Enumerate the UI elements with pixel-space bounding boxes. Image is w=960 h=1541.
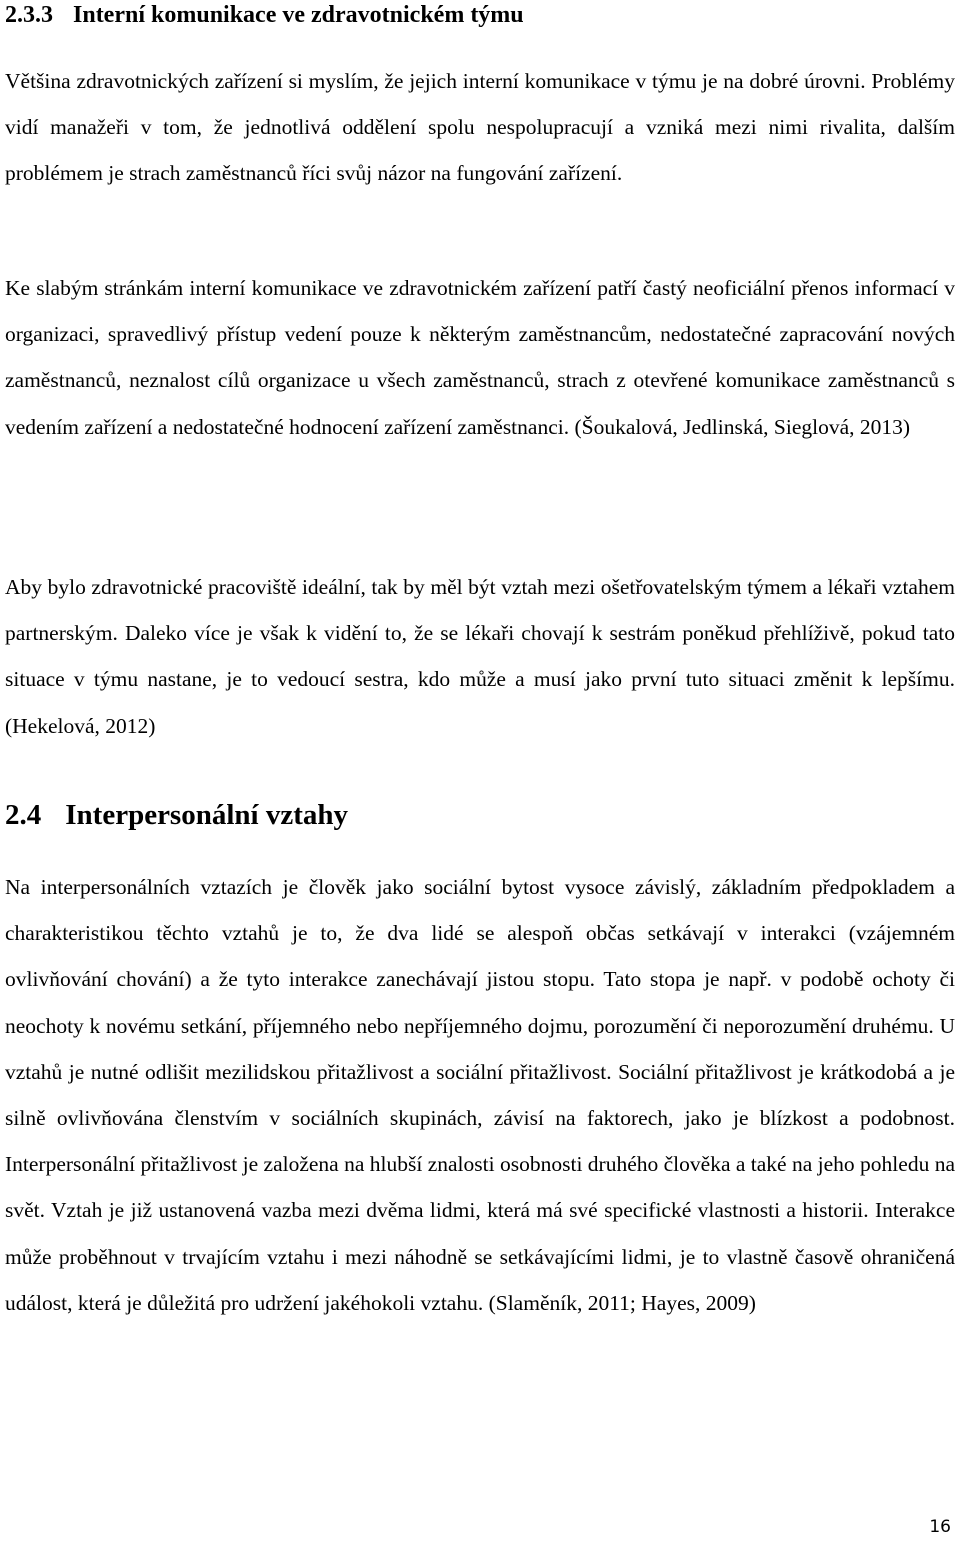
paragraph: Na interpersonálních vztazích je člověk jako sociální bytost vysoce závislý, základním předpokladem a charakteristikou těchto vztahů je to, že dva lidé se alespoň občas setkávají v interakci (vzájemném ovlivňování chování) a že tyto interakce zanechávají jistou stopu. Tato stopa je např. v podobě ochoty či neochoty k novému setkání, příjemného nebo nepříjemného dojmu, porozumění či neporozumění druhému. U vztahů je nutné odlišit mezilidskou přitažlivost a sociální přitažlivost. Sociální přitažlivost je krátkodobá a je silně ovlivňována členstvím v sociálních skupinách, závisí na faktorech, jako je blízkost a podobnost. Interpersonální přitažlivost je založena na hlubší znalosti osobnosti druhého člověka a také na jeho pohledu na svět. Vztah je již ustanovená vazba mezi dvěma lidmi, která má své specifické vlastnosti a historii. Interakce může proběhnout v trvajícím vztahu i mezi náhodně se setkávajícími lidmi, je to vlastně časově ohraničená událost, která je důležitá pro udržení jakéhokoli vztahu. (Slaměník, 2011; Hayes, 2009) bbox=[5, 875, 955, 1315]
page-number: 16 bbox=[929, 1517, 951, 1537]
section-number: 2.3.3 bbox=[5, 2, 53, 28]
chapter-heading bbox=[5, 796, 348, 834]
chapter-number: 2.4 bbox=[5, 799, 42, 831]
paragraph: Ke slabým stránkám interní komunikace ve zdravotnickém zařízení patří častý neoficiální přenos informací v organizaci, spravedlivý přístup vedení pouze k některým zaměstnancům, nedostatečné zapracování nových zaměstnanců, neznalost cílů organizace u všech zaměstnanců, strach z otevřené komunikace zaměstnanců s vedením zařízení a nedostatečné hodnocení zařízení zaměstnanci. (Šoukalová, Jedlinská, Sieglová, 2013) bbox=[5, 276, 955, 439]
paragraph: Většina zdravotnických zařízení si myslím, že jejich interní komunikace v týmu je na dobré úrovni. Problémy vidí manažeři v tom, že jednotlivá oddělení spolu nespolupracují a vzniká mezi nimi rivalita, dalším problémem je strach zaměstnanců říci svůj názor na fungování zařízení. bbox=[5, 69, 955, 186]
document-page bbox=[5, 0, 955, 1541]
paragraph: Aby bylo zdravotnické pracoviště ideální, tak by měl být vztah mezi ošetřovatelským týmem a lékaři vztahem partnerským. Daleko více je však k vidění to, že se lékaři chovají k sestrám poněkud přehlíživě, pokud tato situace v týmu nastane, je to vedoucí sestra, kdo může a musí jako první tuto situaci změnit k lepšímu. (Hekelová, 2012) bbox=[5, 575, 955, 738]
section-heading bbox=[5, 0, 524, 31]
section-title: Interní komunikace ve zdravotnickém týmu bbox=[73, 2, 524, 28]
chapter-title: Interpersonální vztahy bbox=[65, 799, 348, 831]
